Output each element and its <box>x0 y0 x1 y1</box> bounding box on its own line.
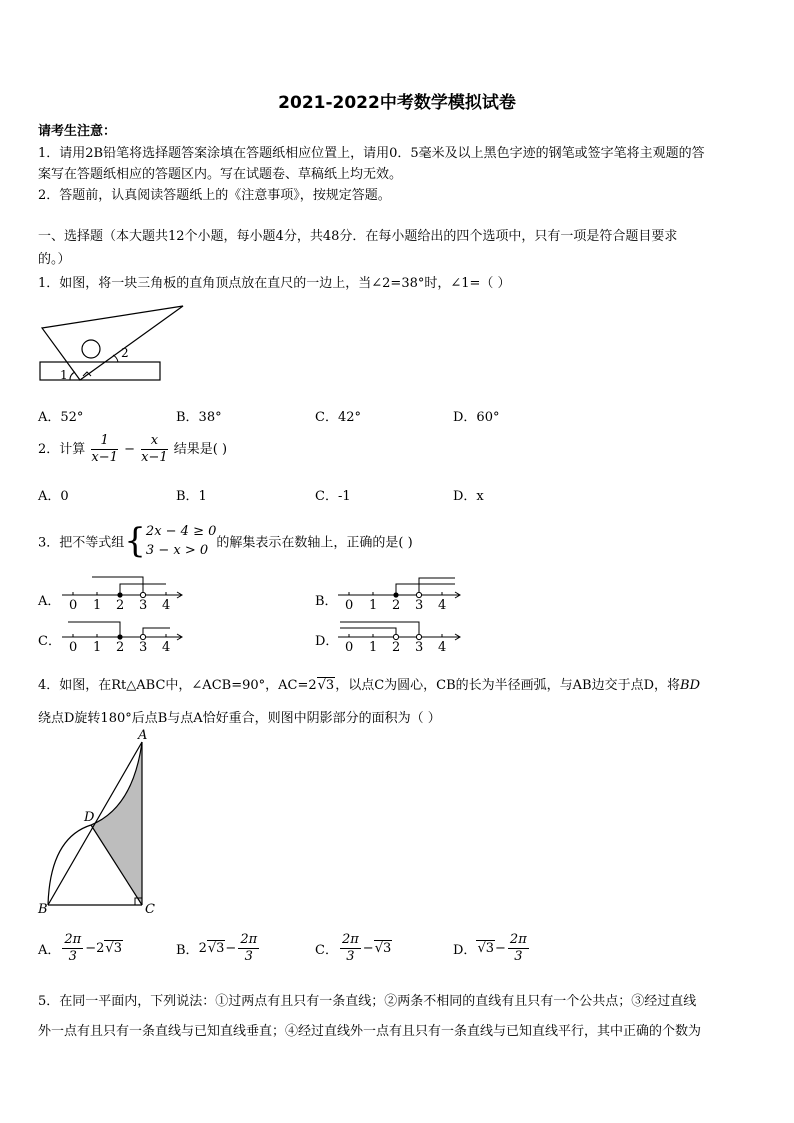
q2-prefix: 2．计算 <box>38 442 86 457</box>
tick-b-2: 2 <box>392 598 401 613</box>
q2-option-d: D．x <box>453 489 484 504</box>
q1-option-a: A．52° <box>38 410 84 425</box>
q3-inequality-2: 3 − x > 0 <box>145 543 209 558</box>
q2-fraction-2: $\frac{x}{x-1}$ <box>141 433 168 465</box>
tick-a-1: 1 <box>93 598 102 613</box>
q3-option-c-label: C． <box>38 634 61 649</box>
q4-label-a: A <box>138 728 148 743</box>
q4-option-b: B．2√3− $\frac{2\pi}{3}$ <box>176 932 258 964</box>
shaded-region <box>91 742 142 905</box>
tick-c-0: 0 <box>69 640 78 655</box>
q3-suffix: 的解集表示在数轴上，正确的是( ) <box>216 535 413 551</box>
q4-stem-text-b: ，以点C为圆心，CB的长为半径画弧，与AB边交于点D，将 <box>335 678 681 693</box>
q5-stem-line-2: 外一点有且只有一条直线与已知直线垂直；④经过直线外一点有且只有一条直线与已知直线平行，其中正确的个数为 <box>38 1024 702 1039</box>
q2-option-a: A．0 <box>38 489 69 504</box>
q4-option-a: A． $\frac{2\pi}{3}$ −2√3 <box>38 932 122 964</box>
tick-d-0: 0 <box>345 640 354 655</box>
q1-option-b: B．38° <box>176 410 222 425</box>
tick-c-1: 1 <box>93 640 102 655</box>
q3-prefix: 3．把不等式组 <box>38 535 125 551</box>
tick-d-1: 1 <box>369 640 378 655</box>
q4-label-b: B <box>38 902 48 917</box>
tick-c-2: 2 <box>116 640 125 655</box>
q1-stem: 1．如图，将一块三角板的直角顶点放在直尺的一边上，当∠2=38°时，∠1=（ ） <box>38 276 511 291</box>
tick-a-2: 2 <box>116 598 125 613</box>
page-title: 2021-2022中考数学模拟试卷 <box>278 93 516 113</box>
q4-stem-line-2: 绕点D旋转180°后点B与点A恰好重合，则图中阴影部分的面积为（ ） <box>38 711 441 726</box>
q3-brace: { <box>124 521 146 561</box>
q2-option-c: C．-1 <box>315 489 351 504</box>
q5-stem-line-1: 5．在同一平面内，下列说法：①过两点有且只有一条直线；②两条不相同的直线有且只有一个公共点；③经过直线 <box>38 994 697 1009</box>
q1-label-1: 1 <box>60 368 68 382</box>
q1-option-c: C．42° <box>315 410 361 425</box>
q4-label-c: C <box>145 902 155 917</box>
q4-option-d: D．√3− $\frac{2\pi}{3}$ <box>453 932 527 964</box>
q2-option-b: B．1 <box>176 489 207 504</box>
q1-option-d: D．60° <box>453 410 500 425</box>
q1-label-2: 2 <box>121 346 129 360</box>
tick-a-4: 4 <box>162 598 171 613</box>
q4-label-d: D <box>84 810 95 825</box>
tick-d-3: 3 <box>415 640 424 655</box>
q4-sqrt-3: √3 <box>317 678 335 693</box>
q4-option-c: C． $\frac{2\pi}{3}$ −√3 <box>315 932 392 964</box>
q4-arc-bd: BD <box>680 678 700 693</box>
q3-inequality-1: 2x − 4 ≥ 0 <box>145 524 217 539</box>
section-heading: 一、选择题（本大题共12个小题，每小题4分，共48分．在每小题给出的四个选项中，只有一项是符合题目要求 <box>38 229 678 244</box>
q3-option-a-label: A． <box>38 594 61 609</box>
tick-a-0: 0 <box>69 598 78 613</box>
tick-c-4: 4 <box>162 640 171 655</box>
tick-b-3: 3 <box>415 598 424 613</box>
tick-c-3: 3 <box>139 640 148 655</box>
q4-stem-text: 4．如图，在Rt△ABC中，∠ACB=90°，AC=2 <box>38 678 317 693</box>
q2-suffix: 结果是( ) <box>173 442 228 457</box>
tick-a-3: 3 <box>139 598 148 613</box>
tick-b-1: 1 <box>369 598 378 613</box>
tick-b-0: 0 <box>345 598 354 613</box>
notice-line-1: 1．请用2B铅笔将选择题答案涂填在答题纸相应位置上，请用0．5毫米及以上黑色字迹的钢笔或签字笔将主观题的答 <box>38 146 705 161</box>
q2-fraction-1: $\frac{1}{x-1}$ <box>91 433 118 465</box>
q3-option-d-label: D． <box>315 634 339 649</box>
tick-b-4: 4 <box>438 598 447 613</box>
tick-d-2: 2 <box>392 640 401 655</box>
notice-line-2: 案写在答题纸相应的答题区内。写在试题卷、草稿纸上均无效。 <box>38 167 403 182</box>
tick-d-4: 4 <box>438 640 447 655</box>
q2-minus: − <box>124 442 135 457</box>
section-heading-cont: 的。） <box>38 252 71 267</box>
notice-heading: 请考生注意： <box>38 124 117 139</box>
notice-line-3: 2．答题前，认真阅读答题纸上的《注意事项》，按规定答题。 <box>38 188 391 203</box>
q3-option-b-label: B． <box>315 594 338 609</box>
